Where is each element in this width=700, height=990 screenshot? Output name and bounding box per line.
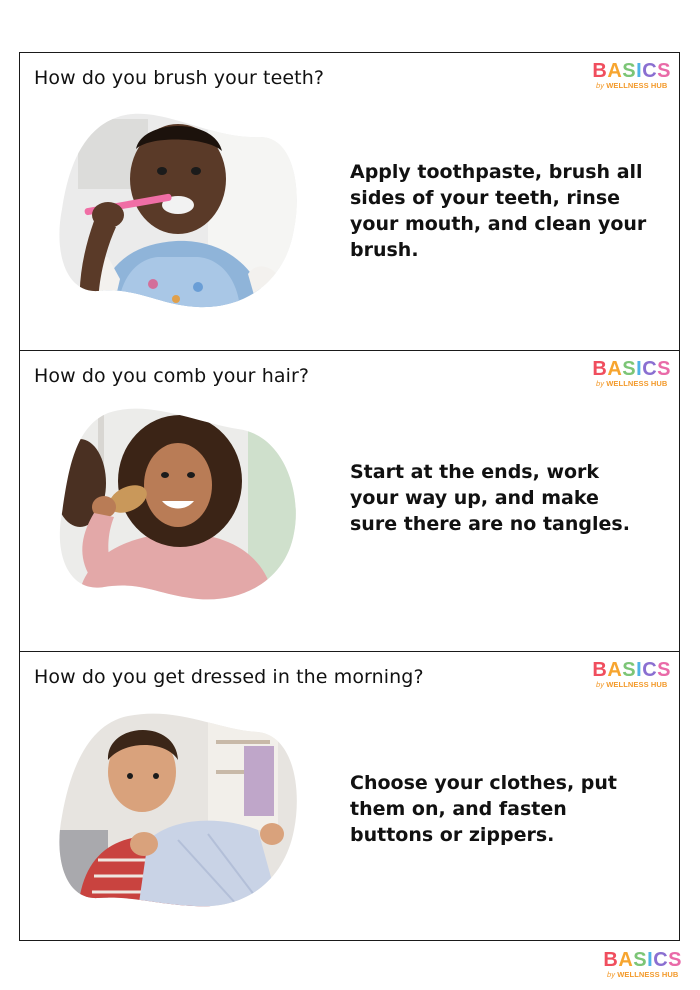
- card-comb-hair: [20, 350, 679, 651]
- answer-text: Choose your clothes, put them on, and fasten buttons or zippers.: [350, 772, 618, 846]
- card-brush-teeth: [20, 53, 679, 350]
- question-text: How do you get dressed in the morning?: [34, 666, 424, 688]
- logo-subtitle: by WELLNESS HUB: [606, 970, 679, 979]
- answer-text: Start at the ends, work your way up, and make sure there are no tangles.: [350, 461, 630, 535]
- logo-wordmark: BASICS: [592, 659, 671, 681]
- brand-logo: [592, 660, 671, 689]
- logo-wordmark: BASICS: [592, 60, 671, 82]
- logo-wordmark: BASICS: [603, 949, 682, 971]
- logo-wordmark: BASICS: [592, 358, 671, 380]
- brand-logo: [592, 359, 671, 388]
- logo-subtitle: by WELLNESS HUB: [595, 81, 668, 90]
- question-text: How do you brush your teeth?: [34, 67, 325, 89]
- question-text: How do you comb your hair?: [34, 365, 310, 387]
- page-brand-logo: [603, 950, 682, 979]
- brand-logo: [592, 61, 671, 90]
- answer-text: Apply toothpaste, brush all sides of your teeth, rinse your mouth, and clean your brush.: [350, 161, 647, 261]
- child-brushing-teeth-photo: [58, 109, 298, 309]
- card-get-dressed: [20, 651, 679, 942]
- girl-combing-hair-photo: [58, 403, 298, 603]
- logo-subtitle: by WELLNESS HUB: [595, 379, 668, 388]
- logo-subtitle: by WELLNESS HUB: [595, 680, 668, 689]
- boy-getting-dressed-photo: [58, 710, 298, 910]
- worksheet: [19, 52, 680, 941]
